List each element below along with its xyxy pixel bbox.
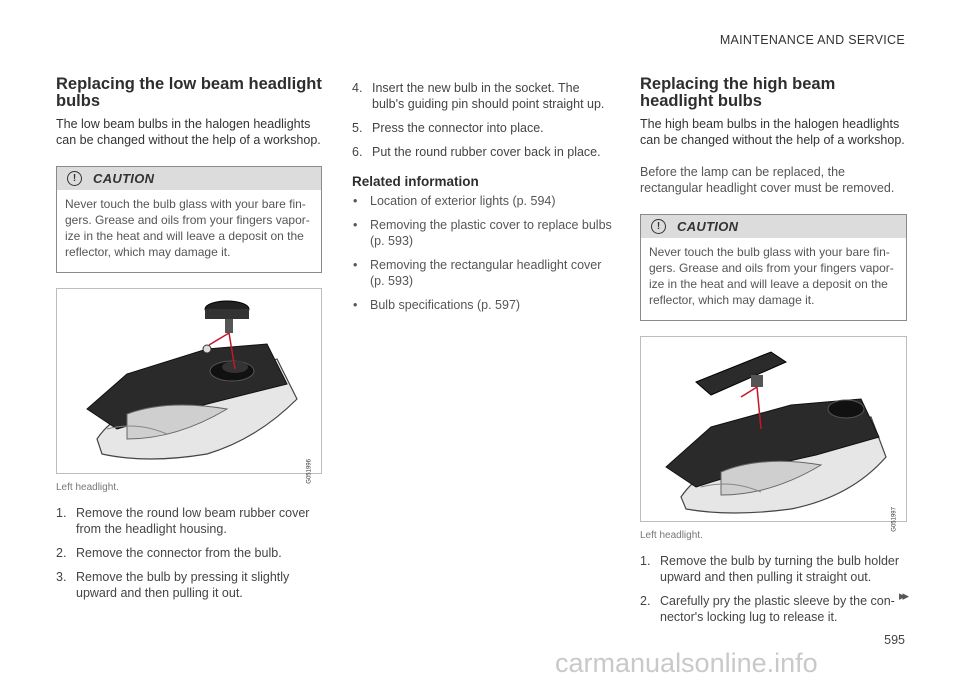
column-steps-related xyxy=(352,80,612,321)
figure-caption: Left headlight. xyxy=(56,482,119,493)
caution-header xyxy=(57,167,321,190)
section-header: MAINTENANCE AND SERVICE xyxy=(719,33,905,47)
caution-text: Never touch the bulb glass with your bare fin-gers. Grease and oils from your fingers vapor-ize in the heat and will leave a deposit on the reflector, which may damage it. xyxy=(649,245,894,307)
list-item: 5. Press the connector into place. xyxy=(352,121,544,135)
related-link[interactable]: • Location of exterior lights (p. 594) xyxy=(352,193,612,209)
low-beam-figure xyxy=(56,288,322,484)
caution-header xyxy=(641,215,906,238)
related-links xyxy=(352,193,612,313)
low-beam-lead: The low beam bulbs in the halogen headlights can be changed without the help of a workshop. xyxy=(56,117,321,147)
caution-box xyxy=(56,166,322,273)
column-high-beam xyxy=(640,76,907,633)
figure-id: G051997 xyxy=(892,507,898,532)
list-item: 4. Insert the new bulb in the socket. The bulb's guiding pin should point straight up. xyxy=(352,81,605,111)
list-item: 6. Put the round rubber cover back in place. xyxy=(352,145,601,159)
exclamation-icon: ! xyxy=(67,171,82,186)
list-item: 3. Remove the bulb by pressing it slightly upward and then pulling it out. xyxy=(56,570,290,600)
related-info-title: Related information xyxy=(352,174,479,189)
step-list xyxy=(640,553,907,625)
high-beam-body: Before the lamp can be replaced, the rectangular headlight cover must be removed. xyxy=(640,165,895,195)
caution-box xyxy=(640,214,907,321)
exclamation-icon: ! xyxy=(651,219,666,234)
list-item: 1. Remove the bulb by turning the bulb holder upward and then pulling it straight out. xyxy=(640,554,900,584)
headlight-illustration xyxy=(57,289,323,473)
list-item: 2. Carefully pry the plastic sleeve by the con-nector's locking lug to release it. xyxy=(640,594,895,624)
figure-id: G051996 xyxy=(307,459,313,484)
step-list-continued xyxy=(352,80,612,160)
related-link[interactable]: • Bulb specifications (p. 597) xyxy=(352,297,612,313)
low-beam-title: Replacing the low beam headlight bulbs xyxy=(56,75,322,110)
next-page-icon[interactable]: ▸▸ xyxy=(898,588,906,603)
caution-text: Never touch the bulb glass with your bare fin-gers. Grease and oils from your fingers vapor-ize in the heat and will leave a deposit on the reflector, which may damage it. xyxy=(65,197,310,259)
high-beam-figure xyxy=(640,336,907,532)
caution-title: CAUTION xyxy=(93,171,155,186)
caution-title: CAUTION xyxy=(677,219,739,234)
related-link[interactable]: • Removing the plastic cover to replace bulbs (p. 593) xyxy=(352,217,612,249)
list-item: 2. Remove the connector from the bulb. xyxy=(56,546,282,560)
page-number: 595 xyxy=(884,633,905,647)
figure-caption: Left headlight. xyxy=(640,530,703,541)
high-beam-title: Replacing the high beam headlight bulbs xyxy=(640,75,836,110)
related-link[interactable]: • Removing the rectangular headlight cover (p. 593) xyxy=(352,257,612,289)
list-item: 1. Remove the round low beam rubber cover from the headlight housing. xyxy=(56,506,310,536)
headlight-illustration xyxy=(641,337,907,521)
watermark: carmanualsonline.info xyxy=(555,648,818,678)
step-list xyxy=(56,505,322,601)
high-beam-lead: The high beam bulbs in the halogen headlights can be changed without the help of a workshop. xyxy=(640,117,905,147)
column-low-beam xyxy=(56,76,322,609)
